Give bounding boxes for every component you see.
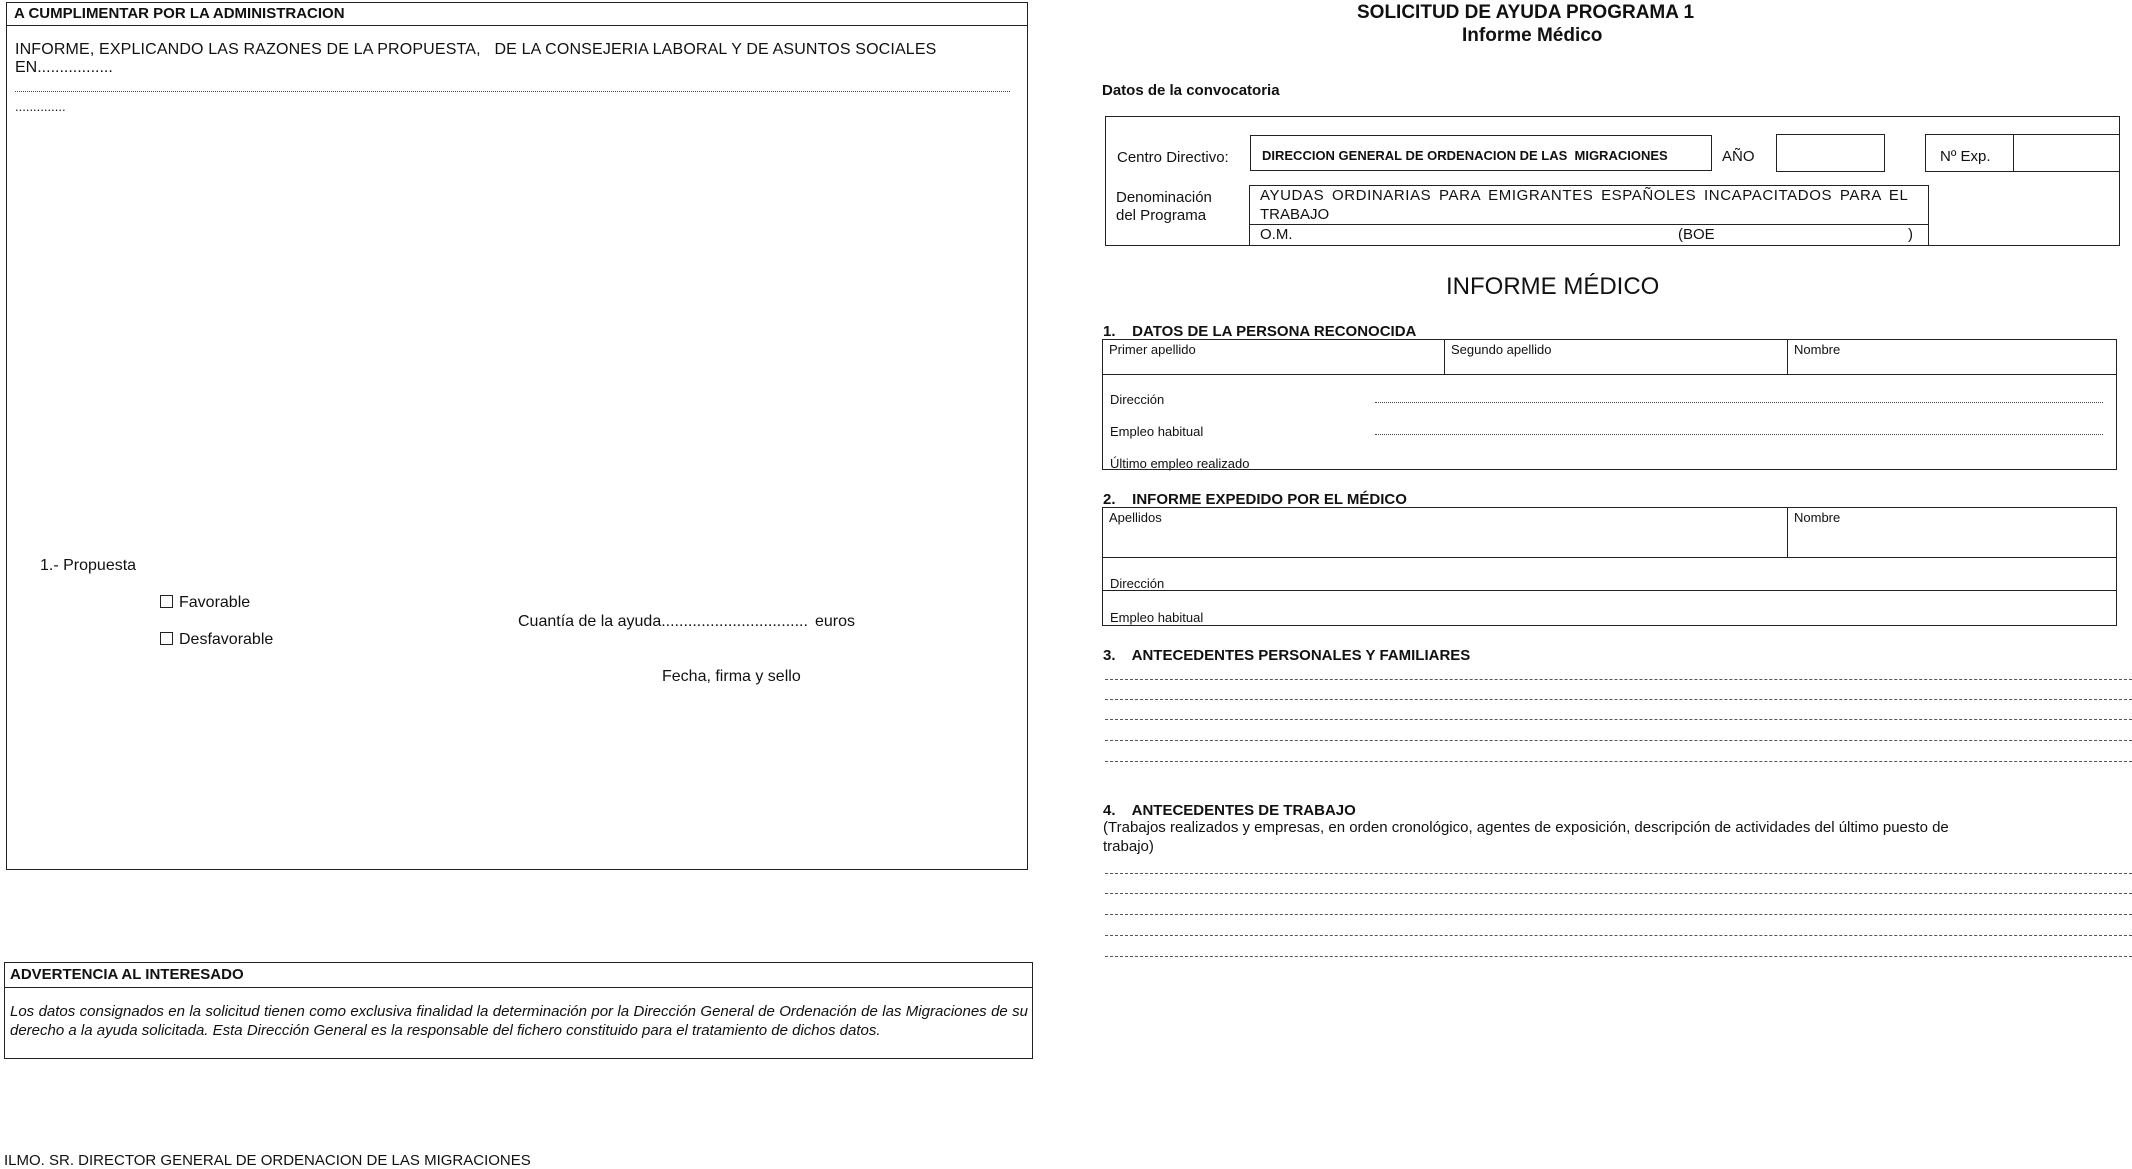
s4-line-1[interactable] [1105, 873, 2132, 874]
s4-description: (Trabajos realizados y empresas, en orden cronológico, agentes de exposición, descripción de actividades del último puesto de trabajo) [1103, 819, 1949, 855]
om-label: O.M. [1260, 226, 1293, 243]
informe-dots-short: .............. [15, 99, 66, 114]
s3-line-5[interactable] [1105, 761, 2132, 762]
s3-line-3[interactable] [1105, 719, 2132, 720]
s1-segundo-apellido-label: Segundo apellido [1451, 342, 1552, 357]
s1-direccion-label: Dirección [1110, 392, 1165, 407]
informe-medico-heading: INFORME MÉDICO [1446, 273, 1660, 300]
admin-header-divider [6, 25, 1028, 26]
section-1-title: 1. DATOS DE LA PERSONA RECONOCIDA [1103, 323, 1417, 340]
advertencia-divider [4, 987, 1033, 988]
nexp-label: Nº Exp. [1940, 148, 1991, 165]
section-3-title: 3. ANTECEDENTES PERSONALES Y FAMILIARES [1103, 647, 1471, 664]
advertencia-text: Los datos consignados en la solicitud tienen como exclusiva finalidad la determinación por la Dirección General de Ordenación de las Migraciones de su derecho a la ayuda solicitada. Esta Dirección General es la responsable del fichero constituido para el tratamiento de dichos datos. [10, 1003, 1028, 1039]
s2-empleo-label: Empleo habitual [1110, 610, 1204, 625]
centro-directivo-label: Centro Directivo: [1117, 149, 1229, 166]
fecha-firma-label: Fecha, firma y sello [662, 668, 801, 685]
s1-ultimo-label: Último empleo realizado [1110, 456, 1250, 471]
favorable-checkbox[interactable] [160, 595, 173, 608]
boe-close: ) [1908, 226, 1913, 243]
informe-line-2: EN................. [15, 59, 113, 76]
centro-directivo-value: DIRECCION GENERAL DE ORDENACION DE LAS MIGRACIONES [1262, 148, 1668, 163]
denominacion-value-2: TRABAJO [1260, 206, 1330, 223]
s3-line-2[interactable] [1105, 699, 2132, 700]
informe-line-1: INFORME, EXPLICANDO LAS RAZONES DE LA PROPUESTA, DE LA CONSEJERIA LABORAL Y DE ASUNTOS SOCIALES [15, 41, 937, 58]
admin-section-box [6, 2, 1028, 870]
s4-line-2[interactable] [1105, 893, 2132, 894]
desfavorable-option[interactable] [160, 631, 273, 649]
favorable-option[interactable] [160, 594, 250, 612]
propuesta-label: 1.- Propuesta [40, 557, 137, 574]
s1-empleo-label: Empleo habitual [1110, 424, 1204, 439]
footer-addressee: ILMO. SR. DIRECTOR GENERAL DE ORDENACION DE LAS MIGRACIONES [4, 1152, 531, 1169]
s2-apellidos-label: Apellidos [1109, 510, 1162, 525]
s1-primer-apellido-label: Primer apellido [1109, 342, 1196, 357]
cuantia-label: Cuantía de la ayuda................................. [518, 613, 808, 630]
s4-line-5[interactable] [1105, 956, 2132, 957]
form-title: SOLICITUD DE AYUDA PROGRAMA 1 [1357, 2, 1695, 23]
denominacion-label-2: del Programa [1116, 207, 1207, 224]
informe-dotted-line [15, 91, 1010, 92]
denominacion-divider [1249, 224, 1929, 225]
desfavorable-label: Desfavorable [179, 631, 274, 648]
section-2-title: 2. INFORME EXPEDIDO POR EL MÉDICO [1103, 491, 1407, 508]
admin-section-header: A CUMPLIMENTAR POR LA ADMINISTRACION [14, 5, 345, 22]
s2-apellidos-field[interactable] [1102, 507, 1788, 558]
anio-field[interactable] [1776, 134, 1885, 172]
section-4-title: 4. ANTECEDENTES DE TRABAJO [1103, 802, 1356, 819]
s2-direccion-field[interactable] [1102, 557, 2117, 591]
s3-line-1[interactable] [1105, 679, 2132, 680]
nexp-field[interactable] [2013, 134, 2120, 172]
s1-direccion-line[interactable] [1375, 402, 2103, 403]
s3-line-4[interactable] [1105, 740, 2132, 741]
anio-label: AÑO [1722, 148, 1755, 165]
s1-empleo-line[interactable] [1375, 434, 2103, 435]
s2-empleo-field[interactable] [1102, 590, 2117, 626]
euros-label: euros [815, 613, 856, 630]
desfavorable-checkbox[interactable] [160, 632, 173, 645]
denominacion-label-1: Denominación [1116, 189, 1212, 206]
s1-nombre-label: Nombre [1794, 342, 1841, 357]
s2-nombre-label: Nombre [1794, 510, 1841, 525]
boe-label: (BOE [1678, 226, 1715, 243]
denominacion-value-1: AYUDAS ORDINARIAS PARA EMIGRANTES ESPAÑOLES INCAPACITADOS PARA EL [1260, 187, 1909, 204]
advertencia-header: ADVERTENCIA AL INTERESADO [10, 966, 244, 983]
datos-convocatoria-label: Datos de la convocatoria [1102, 82, 1280, 99]
s2-direccion-label: Dirección [1110, 576, 1165, 591]
s4-line-4[interactable] [1105, 935, 2132, 936]
form-subtitle: Informe Médico [1462, 25, 1603, 46]
s1-details-box [1102, 374, 2117, 470]
s4-line-3[interactable] [1105, 914, 2132, 915]
favorable-label: Favorable [179, 594, 251, 611]
